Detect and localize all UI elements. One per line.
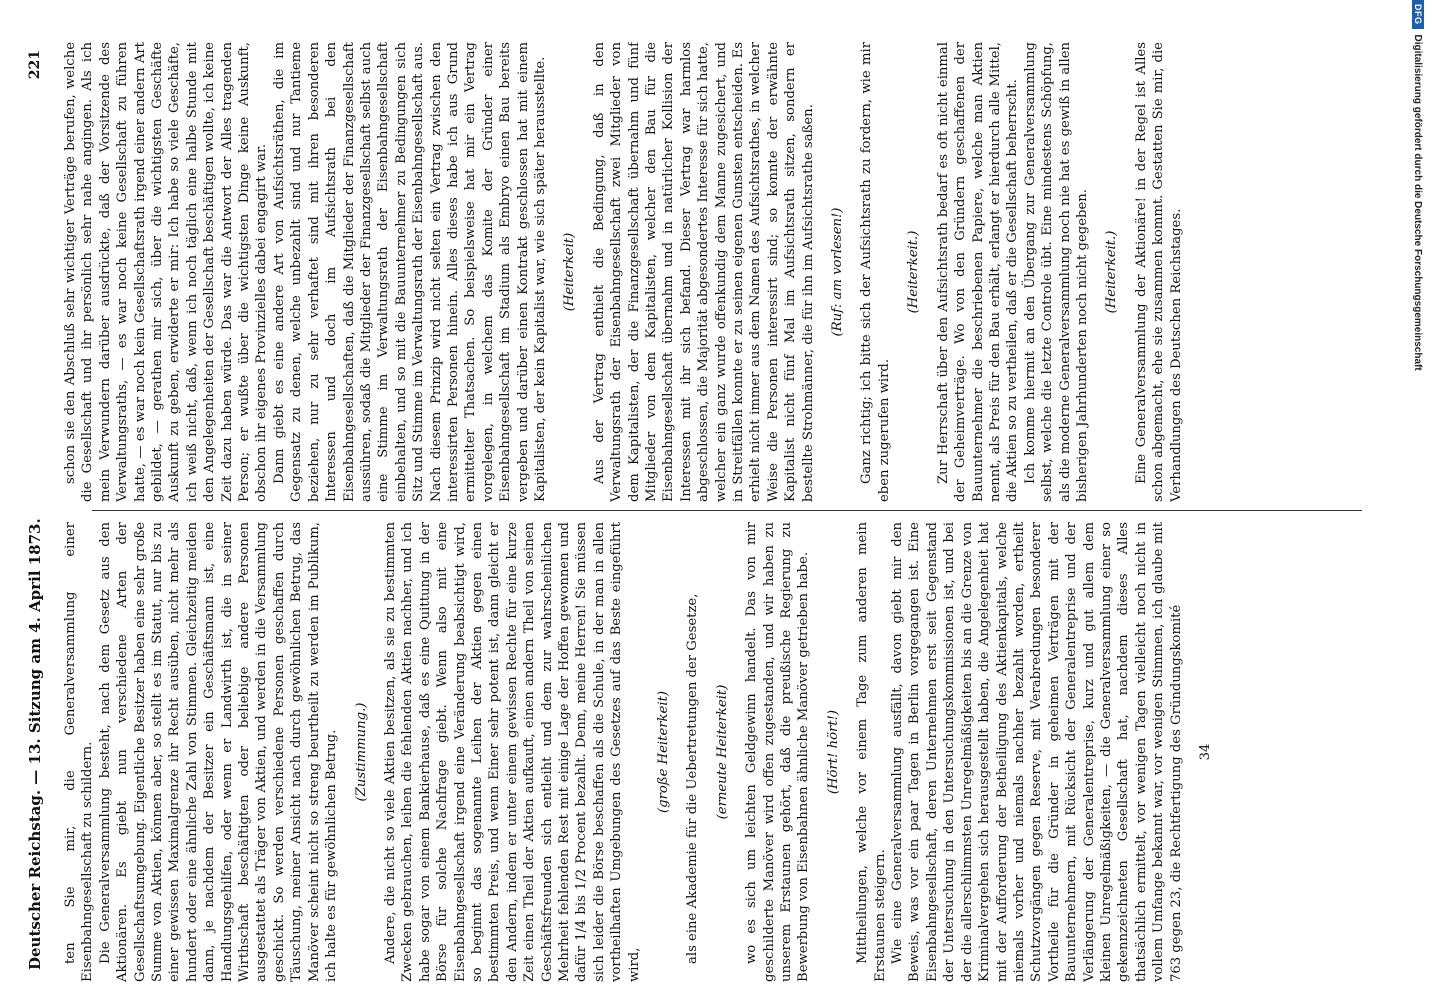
left-column-paragraph: Eine Generalversammlung der Aktionäre! in der Regel ist Alles schon abgemacht, ehe sie zusammen kommt. Gestatten Sie mir, die Verhandlungen des Deutschen Reichstages. xyxy=(1133,42,1184,502)
right-column-interjection: (große Heiterkeit) xyxy=(656,690,671,814)
right-column-paragraph: Die Generalversammlung besteht, nach dem Gesetz aus den Aktionären. Es giebt nun verschiedene Arten der Gesellschaftsumgebung. Eigentliche Besitzer haben eine sehr große Summe von Aktien, können aber, so stellt es im Statut, nur bis zu einer gewissen Maximalgrenze ihr Recht ausüben, nicht mehr als hundert oder eine ähnliche Zahl von Stimmen. Gleichzeitig meiden dann, je nachdem der Besitzer ein Geschäftsmann ist, eine Handlungsgehilfen, oder wenn er Landwirth ist, die in seiner Wirthschaft beschäftigten oder beliebige andere Personen ausgestattet als Träger von Aktien, und werden in die Versammlung geschickt. So werden verschiedene Personen geschaffen durch Täuschung, meiner Ansicht nach durch gewöhnlichen Betrug, das Manöver scheint nicht so streng beurtheilt zu werden im Publikum, ich halte es für gewöhnlichen Betrug. xyxy=(97,522,340,982)
page-number: 221 xyxy=(27,50,43,80)
left-column-interjection: (Heiterkeit.) xyxy=(1104,230,1120,314)
right-column-interjection: (Hört! hört!) xyxy=(825,709,841,795)
right-column xyxy=(62,522,1392,982)
left-column-paragraph: Zur Herrschaft über den Aufsichtsrath bedarf es oft nicht einmal der Geheimverträge. Wo von den Gründern geschaffenen der Bauunternehmer die beschriebenen Papiere, welche man Aktien nennt, als Preis für den Bau erhält, erlangt er hierdurch alle Mittel, die Aktien so zu vertheilen, daß er die Gesellschaft beherrscht. xyxy=(935,42,1021,502)
right-column-interjection: (erneute Heiterkeit) xyxy=(714,684,730,820)
header-title: Deutscher Reichstag. — 13. Sitzung am 4. April 1873. xyxy=(26,518,44,970)
right-column-paragraph: Wie eine Generalversammlung ausfällt, davon giebt mir den Beweis, was vor ein paar Tagen in Berlin vorgegangen ist. Eine Eisenbahngesellschaft, deren Unternehmen erst seit Gegenstand der Untersuchung in den Untersuchungskommissionen ist, und bei der die allerschlimmsten Unregelmäßigkeiten bis an die Grenze von Kriminalvergehen sich herausgestellt haben, die Angelegenheit hat mit der Aufforderung der Betheiligung des Aktienkapitals, welche niemals vorher und niemals nachher bezahlt worden, ertheilt Schutzvorgängen gegen Reserve, mit Verabredungen besonderer Vortheile für die Gründer in geheimen Verträgen mit der Bauunternehmern, mit Rücksicht der Generalentreprise und der Verlängerung der Generalentreprise, kurz und gut allem dem kleinen Unregelmäßigkeiten, — die Generalversammlung einer so gekennzeichneten Gesellschaft hat, nachdem dieses Alles thatsächlich ermittelt, vor wenigen Tagen vielleicht noch nicht in vollem Umfange bekannt war, vor wenigen Stimmen, ich glaube mit 763 gegen 23, die Rechtfertigung des Gründungskomité xyxy=(890,522,1184,982)
left-column-paragraph: Dann giebt es eine andere Art von Aufsichtsräthen, die im Gegensatz zu denen, welche unbezahlt sind und nur Tantieme beziehen, nur zu sehr verhaftet sind mit ihren besonderen Interessen und doch im Aufsichtsrath bei den Eisenbahngesellschaften, daß die Mitglieder der Finanzgesellschaft aussühren, sodaß die Mitglieder der Finanzgesellschaft selbst auch eine Stimme im Verwaltungsrath der Eisenbahngesellschaft einbehalten, und so mit die Bauunternehmer zu Bedingungen sich Sitz und Stimme im Verwaltungsrath der Eisenbahngesellschaft aus. Nach diesem Prinzip wird nicht selten ein Vertrag zwischen den interessirten Personen hinein. Alles dieses habe ich aus Grund ermittelter Thatsachen. So beispielsweise hat mir ein Vertrag vorgelegen, in welchem das Komite der Gründer einer Eisenbahngesellschaft im Stadium als Embryo einen Bau bereits vergeben und darüber einen Kontrakt geschlossen hat mit einem Kapitalisten, der kein Kapitalist war, wie sich später herausstellte. xyxy=(271,42,548,502)
running-header xyxy=(20,50,50,970)
right-column-paragraph: ten Sie mir, die Generalversammlung einer Eisenbahngesellschaft zu schildern. xyxy=(63,522,96,982)
text-columns xyxy=(62,42,1392,982)
signature-mark: 34 xyxy=(1197,743,1213,761)
column-divider xyxy=(92,510,1362,511)
right-column-paragraph: Andere, die nicht so viele Aktien besitzen, als sie zu bestimmten Zwecken gebrauchen, leihen die fehlenden Aktien nachher, und ich habe sogar von einem Bankierhause, daß es eine Quittung in der Börse für solche Nachfrage giebt. Wenn also mit eine Eisenbahngesellschaft irgend eine Veränderung beabsichtigt wird, so beginnt das sogenannte Leihen der Aktien gegen einen bestimmten Preis, und wenn Einer sehr potent ist, dann gleicht er den Andern, indem er unter einem gewissen Rechte für eine kurze Zeit einen Theil der Aktien aufkauft, einen andern Theil von seinen Geschäftsfreunden sich entleiht und dem zur wahrscheinlichen Mehrheit fehlenden Rest mit einige Lage der Hoffen gewonnen und dafür 1/4 bis 1/2 Procent bezahlt. Denn, meine Herren! Sie müssen sich leider die Börse beschaffen als die Schule, in der man in allen vortheilhaften Umgebungen des Gesetzes auf das Beste eingeführt wird, xyxy=(382,522,642,982)
right-column-paragraph: Mittheilungen, welche vor einem Tage zum anderen mein Erstaunen steigern. xyxy=(855,522,888,982)
dfg-logo: DFG xyxy=(1412,0,1424,29)
right-column-paragraph: wo es sich um leichten Geldgewinn handelt. Das von mir geschilderte Manöver wird offen zugestanden, und wir haben zu unserem Erstaunen gehört, daß die preußische Regierung zu Bewerbung von Eisenbahnen ähnliche Manöver getrieben habe. xyxy=(744,522,812,982)
left-column-paragraph: Ich komme hiermit an den Übergang zur Generalversammlung selbst, welche die letzte Controle übt. Eine mindestens Schöpfung, als die moderne Generalversammlung noch nie hat es gewiß in allen bisherigen Jahrhunderten noch nicht gegeben. xyxy=(1022,42,1090,502)
right-column-paragraph: als eine Akademie für die Uebertretungen der Gesetze, xyxy=(685,593,701,964)
left-column-paragraph: Ganz richtig; ich bitte sich der Aufsichtsrath zu fordern, wie mir eben zugerufen wird. xyxy=(859,42,892,502)
left-column-interjection: (Heiterkeit) xyxy=(562,232,578,312)
left-column-paragraph: Aus der Vertrag enthielt die Bedingung, daß in den Verwaltungsrath der Eisenbahngesellschaft zwei Mitglieder von dem Kapitalisten, der die Finanzgesellschaft übernahm und fünf Mitglieder von dem Kapitalisten, welcher den Bau für die Eisenbahngesellschaft übernahm und in natürlicher Kollision der Interessen mit ihr sich befand. Dieser Vertrag war harmlos abgeschlossen, die Majorität abgesondertes Interesse für sich hatte, welcher ein ganz wurde offenkundig dem Manne zugesichert, und in Streitfällen konnte er zu seinen eigenen Gunsten entscheiden. Es erhielt nicht immer aus dem Namen des Aufsichtsrathes, in welcher Weise die Personen interessirt sind; so konnte der erwähnte Kapitalist nicht fünf Mal im Aufsichtsrath sitzen, sondern er bestellte Strohmänner, die für ihn im Aufsichtsrathe saßen. xyxy=(591,42,816,502)
dfg-watermark-strip xyxy=(1408,0,1428,1000)
left-column-interjection: (Ruf: am vorlesen!) xyxy=(830,207,846,337)
left-column xyxy=(62,42,1392,502)
dfg-watermark-text: Digitalisierung gefördert durch die Deutsche Forschungsgemeinschaft xyxy=(1412,34,1424,371)
left-column-paragraph: schon sie den Abschluß sehr wichtiger Verträge berufen, welche die Gesellschaft und ihr persönlich sehr nahe angingen. Als ich mein Verwundern darüber ausdrückte, daß der Vorsitzende des Verwaltungsraths, — es war noch keine Gesellschaft zu führen hatte, — es war noch kein Gesellschaftsrath irgend einer andern Art gebildet, — gerathen mir sich, über die wichtigsten Geschäfte Auskunft zu geben, erwiderte er mir: Ich habe so viele Geschäfte, ich weiß nicht, daß, wenn ich noch täglich eine halbe Stunde mit den Angelegenheiten der Gesellschaft beschäftigen wollte, ich keine Zeit dazu haben würde. Das war die Antwort der Alles tragenden Person; er wußte über die wichtigsten Dinge keine Auskunft, obschon ihr eigenes Provinzielles dabei engagirt war. xyxy=(63,42,270,502)
left-column-interjection: (Heiterkeit.) xyxy=(906,230,922,314)
right-column-interjection: (Zustimmung.) xyxy=(353,702,369,802)
